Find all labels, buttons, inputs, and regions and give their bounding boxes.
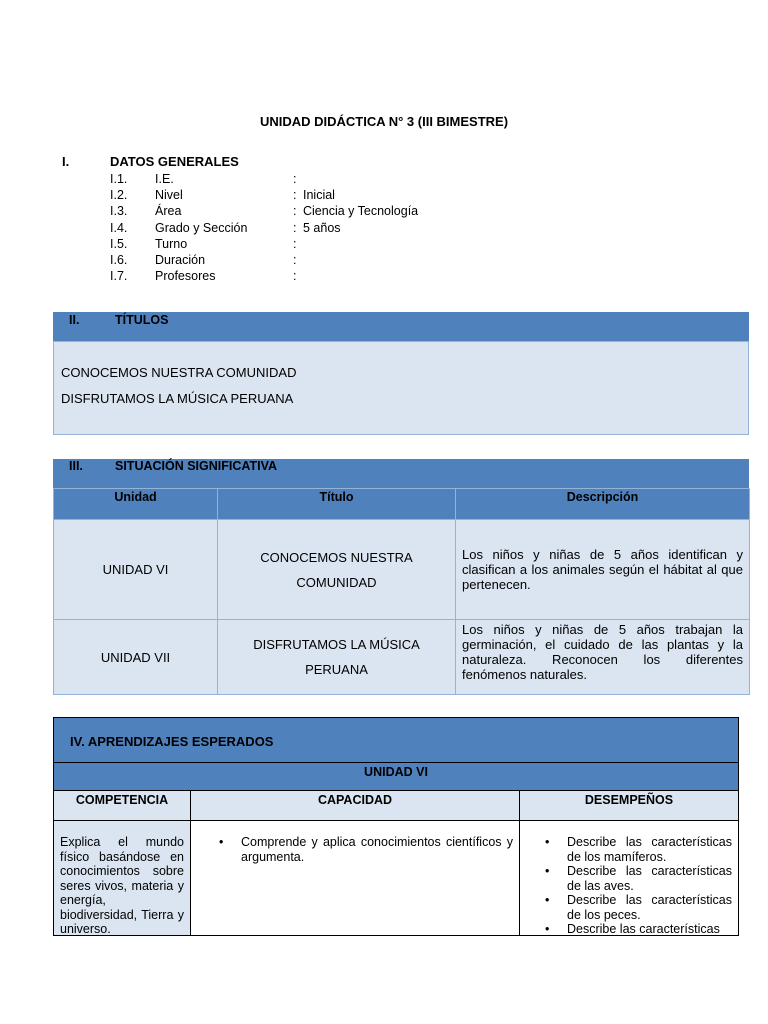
list-item: • Describe las características [545, 922, 732, 935]
item-number: I.4. [110, 220, 128, 235]
titulos-panel [53, 341, 749, 435]
item-number: I.1. [110, 172, 128, 186]
unidad-cell: UNIDAD VII [54, 620, 218, 695]
titulo-line: PERUANA [305, 662, 368, 677]
section-title: DATOS GENERALES [110, 154, 239, 169]
item-label: Área [155, 204, 182, 219]
list-item [110, 171, 418, 187]
table-row [54, 520, 750, 620]
item-label: Duración [155, 252, 206, 267]
section-number: III. [69, 459, 83, 473]
section-datos-generales-heading [62, 154, 239, 169]
item-number: I.2. [110, 188, 128, 203]
list-item [110, 252, 418, 268]
item-label: I.E. [155, 172, 174, 186]
situacion-table [53, 488, 750, 695]
item-label: Grado y Sección [155, 220, 248, 235]
capacidad-cell [191, 821, 519, 935]
table-row [54, 620, 750, 695]
descripcion-cell: Los niños y niñas de 5 años identifican y clasifican a los animales según el hábitat al que pertenecen. [456, 520, 750, 620]
unit-title: UNIDAD VI [54, 763, 738, 791]
item-separator: : [293, 269, 297, 284]
column-header: CAPACIDAD [191, 791, 519, 821]
section-title: IV. APRENDIZAJES ESPERADOS [70, 734, 274, 749]
item-number: I.5. [110, 236, 128, 251]
item-number: I.3. [110, 204, 128, 219]
titulo-line: CONOCEMOS NUESTRA [260, 549, 413, 565]
datos-generales-list [110, 171, 418, 284]
item-separator: : [293, 252, 297, 267]
competencia-text: Explica el mundo físico basándose en conocimientos sobre seres vivos, materia y energía, biodiversidad, Tierra y universo. [60, 835, 184, 935]
list-item: • Describe las características de las aves. [545, 864, 732, 893]
list-item [110, 203, 418, 219]
item-label: Nivel [155, 188, 183, 203]
list-item: • Comprende y aplica conocimientos científicos y argumenta. [219, 835, 513, 864]
table-header-row [54, 489, 750, 520]
item-separator: : [293, 236, 297, 251]
competencia-cell [54, 821, 190, 935]
column-header: Título [218, 489, 456, 520]
descripcion-cell: Los niños y niñas de 5 años trabajan la germinación, el cuidado de las plantas y la naturaleza. Reconocen los diferentes fenómenos naturales. [456, 620, 750, 695]
titulo-cell [218, 620, 456, 695]
list-item: • Describe las características de los peces. [545, 893, 732, 922]
aprendizajes-table [53, 717, 739, 936]
list-item [110, 187, 418, 203]
column-header: DESEMPEÑOS [520, 791, 738, 821]
section-titulos-header [53, 312, 749, 341]
section-number: I. [62, 154, 70, 169]
document-title: UNIDAD DIDÁCTICA N° 3 (III BIMESTRE) [259, 114, 509, 129]
item-value: Ciencia y Tecnología [303, 204, 419, 219]
item-value: 5 años [303, 220, 341, 235]
section-title: TÍTULOS [115, 313, 169, 327]
list-item [110, 268, 418, 284]
section-title: SITUACIÓN SIGNIFICATIVA [115, 459, 278, 473]
section-situacion-header [53, 459, 749, 488]
titulo-line: DISFRUTAMOS LA MÚSICA [253, 637, 420, 652]
column-header: COMPETENCIA [54, 791, 190, 821]
item-separator: : [293, 188, 297, 203]
item-label: Profesores [155, 269, 216, 284]
item-number: I.6. [110, 252, 128, 267]
unidad-cell: UNIDAD VI [54, 520, 218, 620]
column-header: Unidad [54, 489, 218, 520]
list-item: • Describe las características de los mamíferos. [545, 835, 732, 864]
item-separator: : [293, 172, 297, 186]
desempenos-list [545, 835, 732, 935]
list-item [110, 236, 418, 252]
item-separator: : [293, 220, 297, 235]
item-number: I.7. [110, 269, 128, 284]
titulo-item: DISFRUTAMOS LA MÚSICA PERUANA [61, 391, 294, 406]
section-aprendizajes-header [54, 718, 738, 763]
titulo-cell [218, 520, 456, 620]
column-header: Descripción [456, 489, 750, 520]
list-item [110, 220, 418, 236]
item-value: Inicial [303, 188, 335, 203]
item-separator: : [293, 204, 297, 219]
titulo-item: CONOCEMOS NUESTRA COMUNIDAD [61, 365, 297, 380]
capacidad-list [219, 835, 513, 864]
desempenos-cell [520, 821, 738, 935]
titulo-line: COMUNIDAD [296, 574, 377, 590]
section-number: II. [69, 313, 80, 327]
item-label: Turno [155, 236, 188, 251]
